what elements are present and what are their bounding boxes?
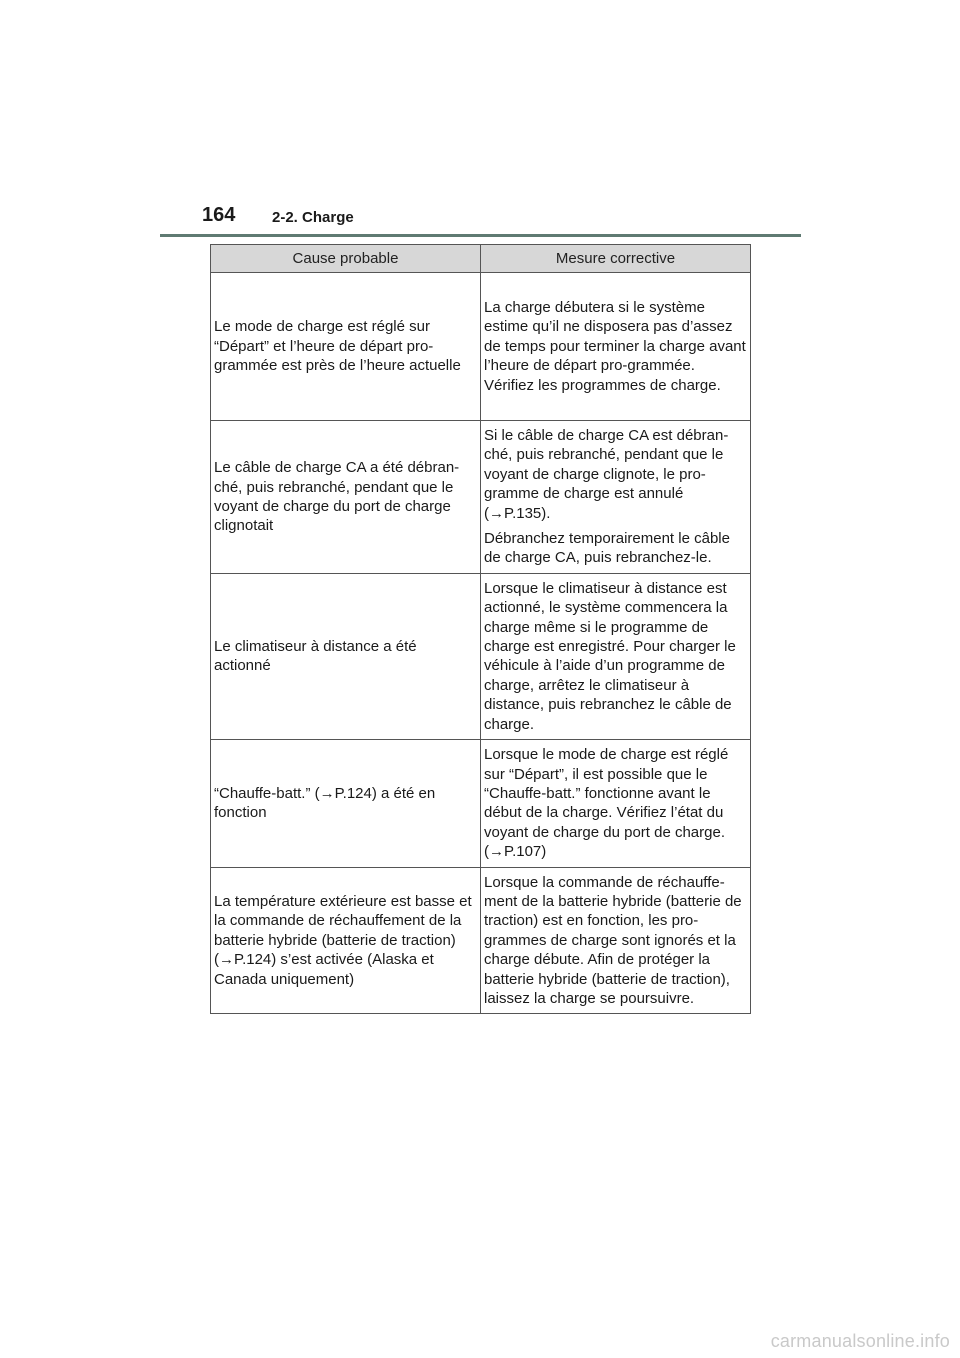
remedy-text: Lorsque la commande de réchauffe-ment de la batterie hybride (batterie de traction) est en fonction, les pro-grammes de charge sont ignorés et la charge débute. Afin de protéger la batterie hybride (batterie de traction), laissez la charge se poursuivre. <box>484 873 742 1007</box>
remedy-cell <box>481 740 751 867</box>
table-row <box>211 867 751 1014</box>
watermark: carmanualsonline.info <box>770 1331 950 1351</box>
cause-cell: Le mode de charge est réglé sur “Départ” et l’heure de départ pro-grammée est près de l’heure actuelle <box>211 273 481 421</box>
remedy-text: Débranchez temporairement le câble de charge CA, puis rebranchez-le. <box>484 530 730 567</box>
table-row <box>211 740 751 867</box>
section-title: 2-2. Charge <box>272 209 354 226</box>
remedy-cell <box>481 867 751 1014</box>
troubleshooting-table <box>210 244 751 1014</box>
table-row <box>211 421 751 574</box>
cause-cell: La température extérieure est basse et la commande de réchauffement de la batterie hybride (batterie de traction) (→P.124) s’est activée (Alaska et Canada uniquement) <box>211 867 481 1014</box>
table-row <box>211 273 751 421</box>
remedy-text: Lorsque le mode de charge est réglé sur “Départ”, il est possible que le “Chauffe-batt.” fonctionne avant le début de la charge. Vérifiez l’état du voyant de charge du port de charge. (→P.107) <box>484 746 729 861</box>
remedy-text: Lorsque le climatiseur à distance est actionné, le système commencera la charge même si le programme de charge est enregistré. Pour charger le véhicule à l’aide d’un programme de charge, arrêtez le climatiseur à distance, puis rebranchez le câble de charge. <box>484 579 736 733</box>
remedy-cell <box>481 421 751 574</box>
page-header <box>160 200 801 237</box>
table-row <box>211 573 751 739</box>
remedy-text: Si le câble de charge CA est débran-ché, puis rebranché, pendant que le voyant de charge clignote, le pro-gramme de charge est annulé (→P.135). <box>484 427 729 522</box>
cause-cell: “Chauffe-batt.” (→P.124) a été en fonction <box>211 740 481 867</box>
page-number: 164 <box>202 204 236 226</box>
remedy-cell <box>481 573 751 739</box>
cause-cell: Le climatiseur à distance a été actionné <box>211 573 481 739</box>
remedy-cell <box>481 273 751 421</box>
column-header-cause: Cause probable <box>211 245 481 273</box>
cause-cell: Le câble de charge CA a été débran-ché, puis rebranché, pendant que le voyant de charge du port de charge clignotait <box>211 421 481 574</box>
table-header-row <box>211 245 751 273</box>
column-header-remedy: Mesure corrective <box>481 245 751 273</box>
remedy-text: La charge débutera si le système estime qu’il ne disposera pas d’assez de temps pour terminer la charge avant l’heure de départ pro-grammée. Vérifiez les programmes de charge. <box>484 298 746 394</box>
